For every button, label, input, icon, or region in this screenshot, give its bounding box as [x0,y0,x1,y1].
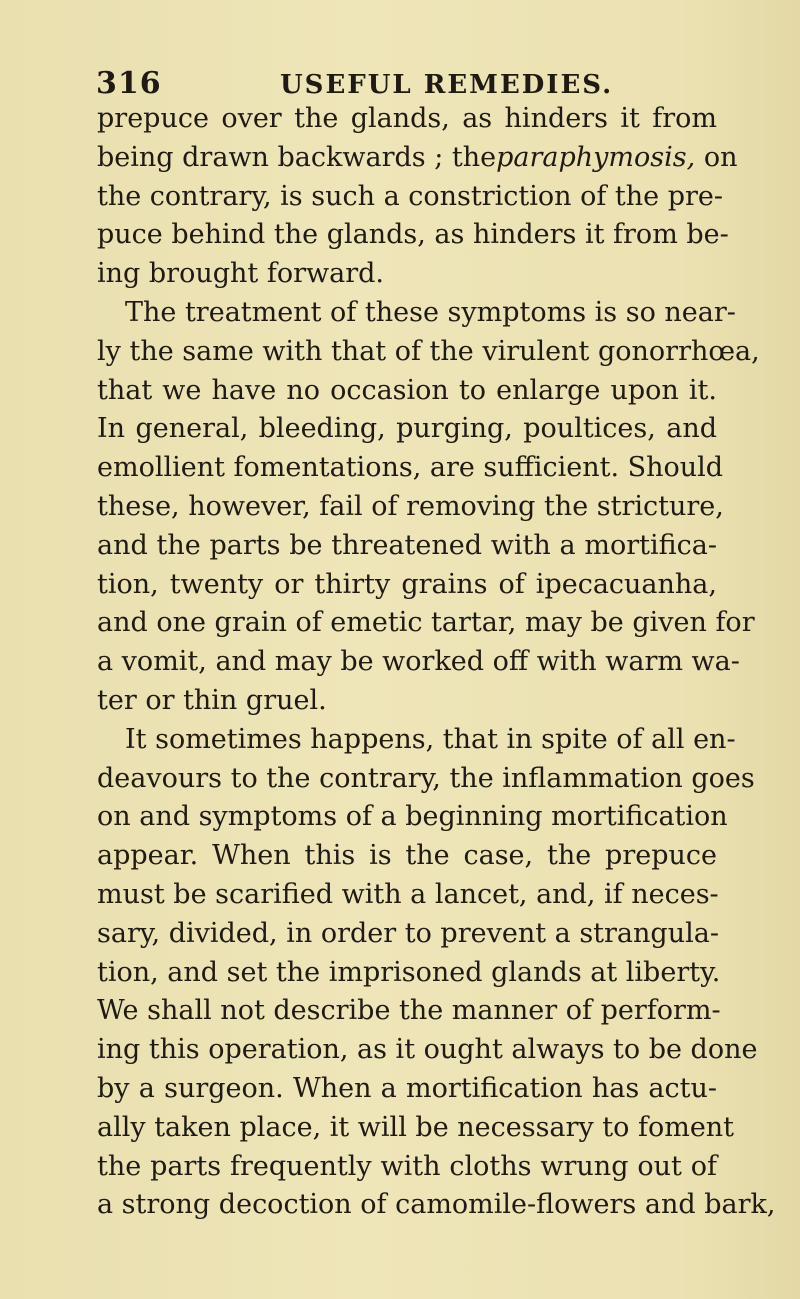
text-line-28: the parts frequently with cloths wrung out of [97,1150,717,1182]
text-line-1: prepuce over the glands, as hinders it from [97,103,717,134]
text-line-7: ly the same with that of the virulent gonorrhœa, [97,335,760,367]
text-line-17: It sometimes happens, that in spite of all en- [125,723,736,755]
text-line-20: appear. When this is the case, the prepuce [97,840,717,872]
text-line-23: tion, and set the imprisoned glands at liberty. [97,956,721,988]
text-line-8: that we have no occasion to enlarge upon it. [97,374,717,406]
text-line-21: must be scarified with a lancet, and, if neces- [97,878,719,910]
text-line-11: these, however, fail of removing the stricture, [97,490,724,522]
page-number: 316 [96,66,162,101]
text-line-15: a vomit, and may be worked off with warm wa- [97,646,740,678]
text-line-3: the contrary, is such a constriction of the pre- [97,180,724,212]
text-line-4: puce behind the glands, as hinders it from be- [97,219,729,251]
text-line-26: by a surgeon. When a mortification has actu- [97,1072,717,1104]
text-line-22: sary, divided, in order to prevent a strangula- [97,917,719,949]
text-line-2-end: on [695,141,738,173]
text-line-25: ing this operation, as it ought always to be done [97,1034,758,1066]
text-line-18: deavours to the contrary, the inflammation goes [97,762,755,794]
text-line-2-start: being drawn backwards ; the [97,141,497,173]
text-line-29: a strong decoction of camomile-flowers and bark, [97,1189,776,1221]
text-line-27: ally taken place, it will be necessary to foment [97,1111,735,1143]
text-line-16: ter or thin gruel. [97,684,327,716]
body-text [97,100,776,1225]
text-line-6: The treatment of these symptoms is so near- [125,296,736,328]
text-line-10: emollient fomentations, are sufficient. Should [97,452,724,484]
text-line-24: We shall not describe the manner of perform- [97,995,721,1027]
running-head: USEFUL REMEDIES. [280,70,614,100]
text-line-12: and the parts be threatened with a mortifica- [97,529,717,561]
italic-term-paraphymosis: paraphymosis, [496,141,696,173]
text-line-9: In general, bleeding, purging, poultices, and [97,413,717,445]
text-line-19: on and symptoms of a beginning mortification [97,801,728,833]
text-line-14: and one grain of emetic tartar, may be given for [97,607,755,639]
text-line-5: ing brought forward. [97,258,384,290]
text-line-13: tion, twenty or thirty grains of ipecacuanha, [97,568,717,600]
text-line-2 [97,139,738,178]
